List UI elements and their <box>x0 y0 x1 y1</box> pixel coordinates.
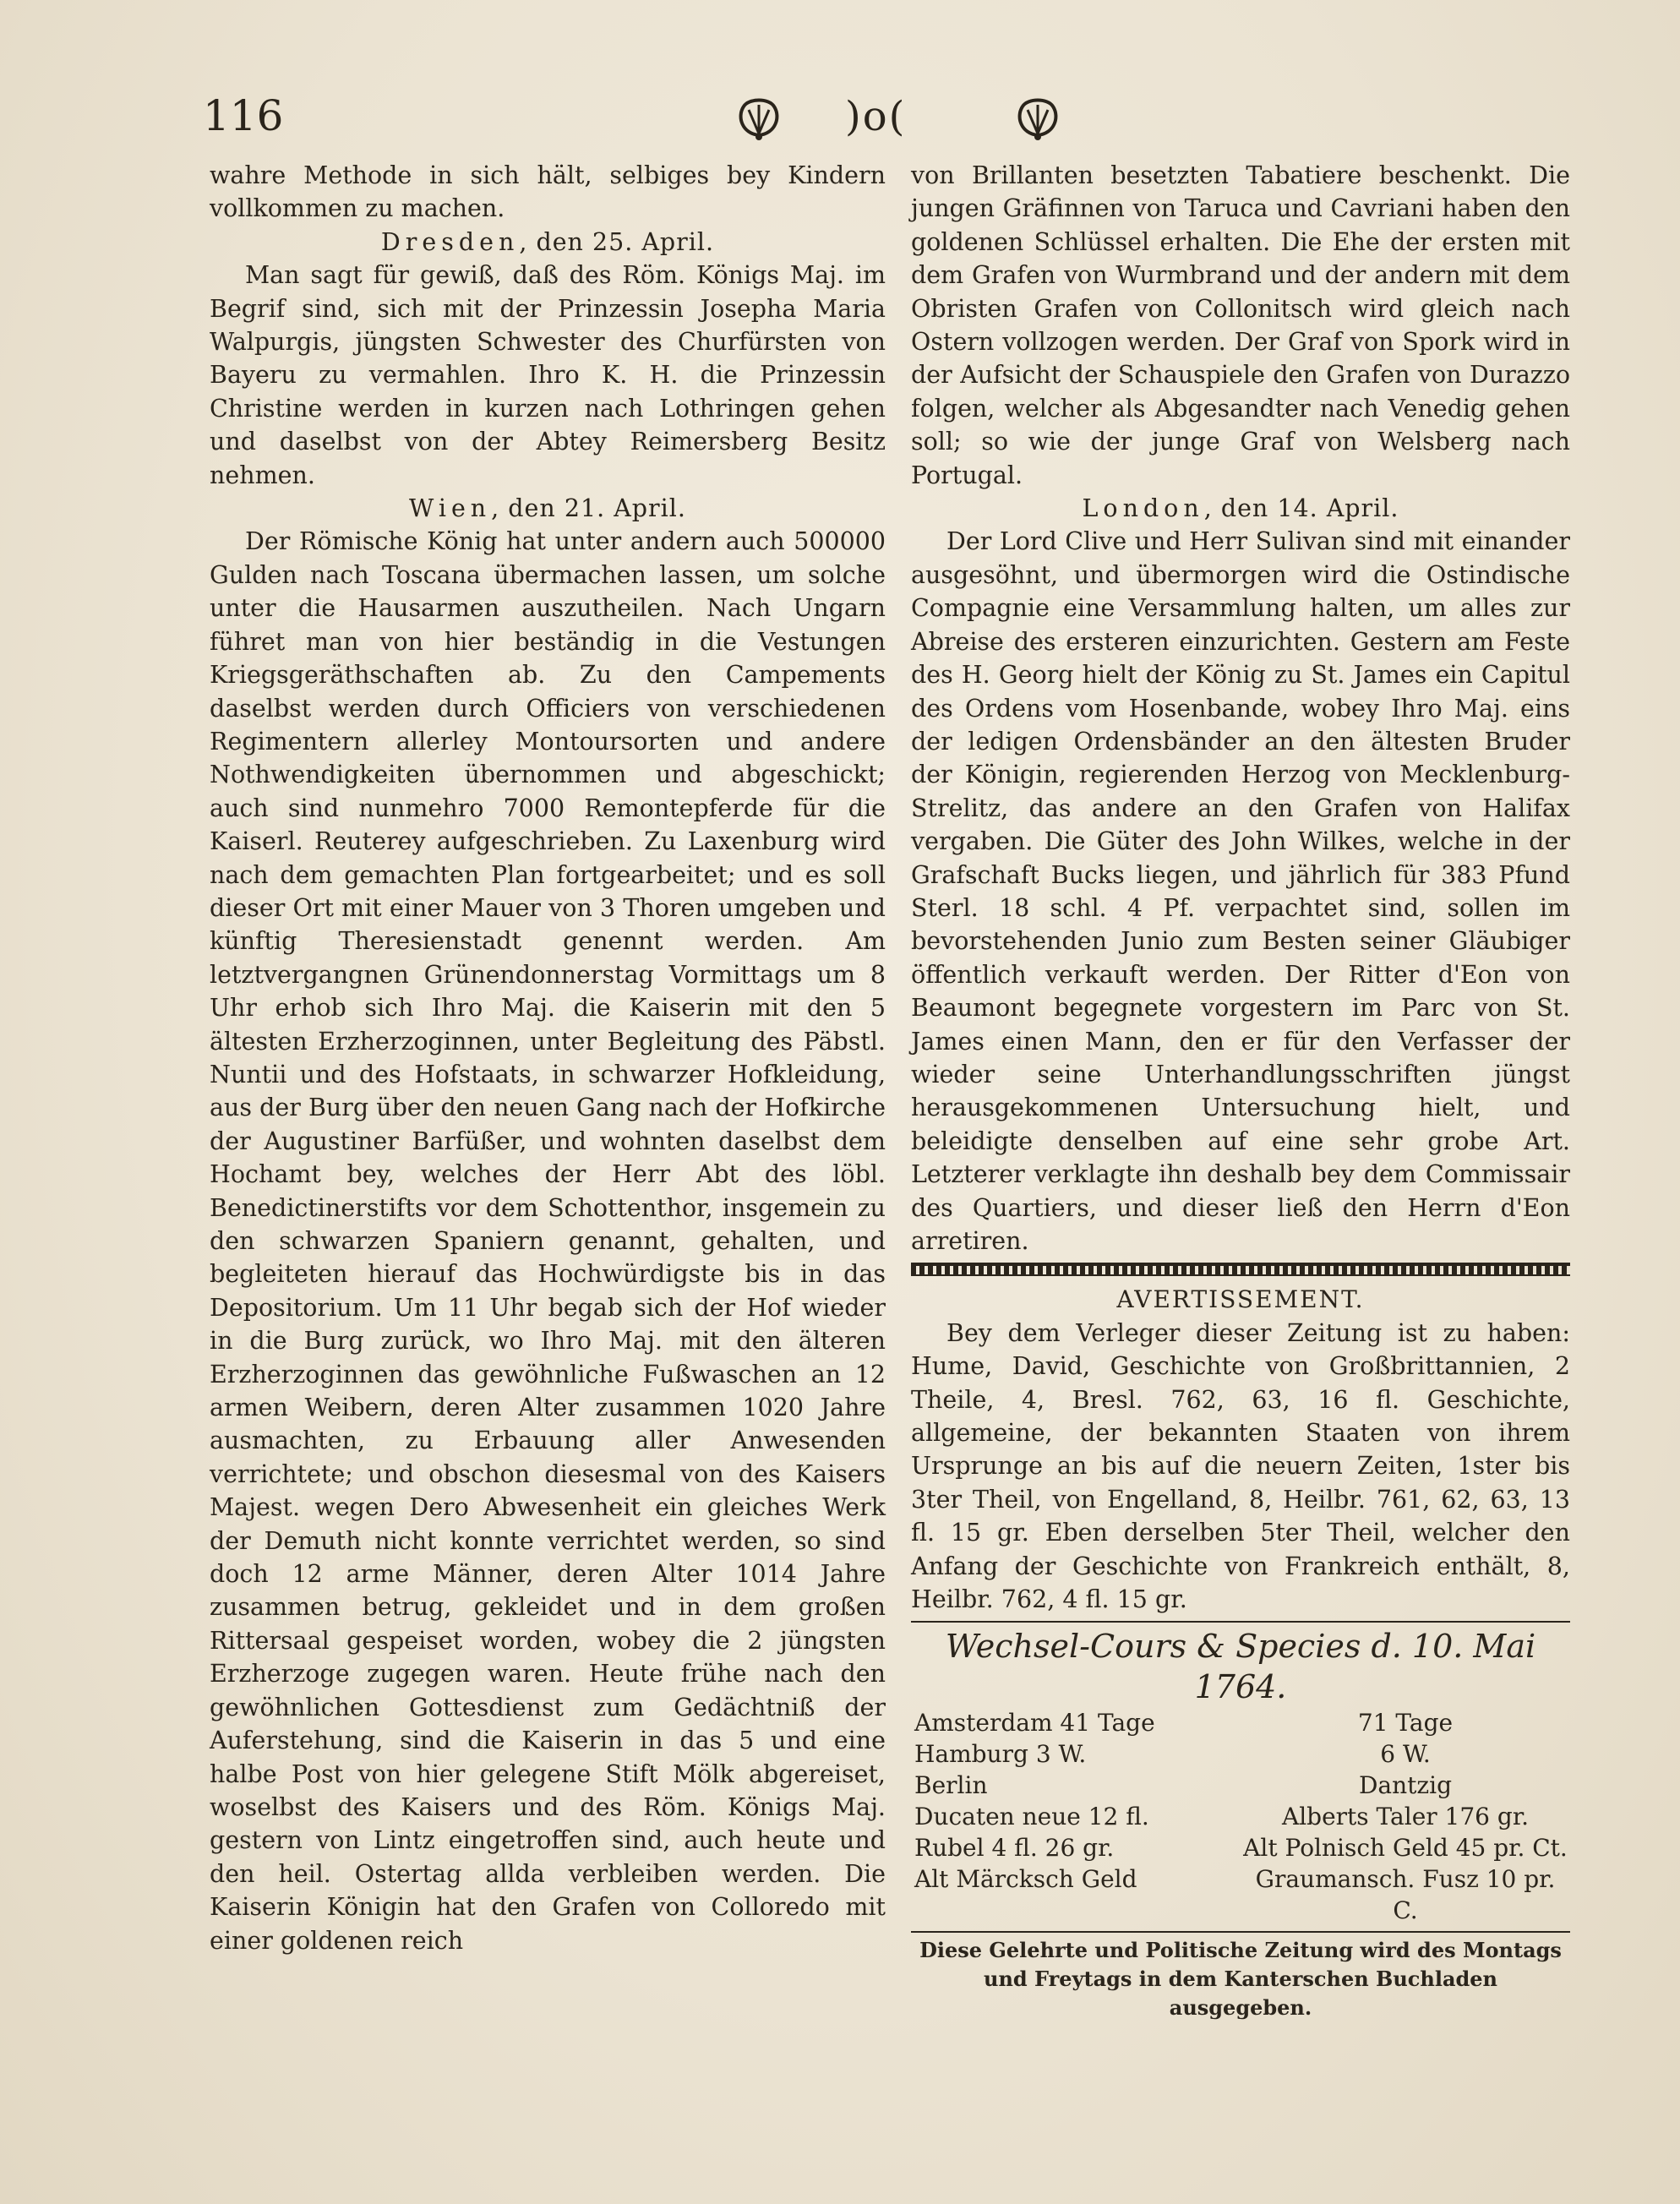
article-paragraph: Der Römische König hat unter andern auch 500000 Gulden nach Toscana übermachen lassen, um solche unter die Hausarmen auszutheilen. Nach Ungarn führet man von hier beständig in die Vestungen Kriegsgeräthschaften ab. Zu den Campements daselbst werden durch Officiers von verschiedenen Regimentern allerley Montoursorten und andere Nothwendigkeiten übernommen und abgeschickt; auch sind nunmehro 7000 Remontepferde für die Kaiserl. Reuterey aufgeschrieben. Zu Laxenburg wird nach dem gemachten Plan fortgearbeitet; und es soll dieser Ort mit einer Mauer von 3 Thoren umgeben und künftig Theresienstadt genennt werden. Am letztvergangnen Grünendonnerstag Vormittags um 8 Uhr erhob sich Ihro Maj. die Kaiserin mit den 5 ältesten Erzherzoginnen, unter Begleitung des Päbstl. Nuntii und des Hofstaats, in schwarzer Hofkleidung, aus der Burg über den neuen Gang nach der Hofkirche der Augustiner Barfüßer, und wohnten daselbst dem Hochamt bey, welches der Herr Abt des löbl. Benedictinerstifts vor dem Schottenthor, insgemein zu den schwarzen Spaniern genannt, gehalten, und begleiteten hierauf das Hochwürdigste bis in das Depositorium. Um 11 Uhr begab sich der Hof wieder in die Burg zurück, wo Ihro Maj. mit den älteren Erzherzoginnen das gewöhnliche Fußwaschen an 12 armen Weibern, deren Alter zusammen 1020 Jahre ausmachten, zu Erbauung aller Anwesenden verrichtete; und obschon diesesmal von des Kaisers Majest. wegen Dero Abwesenheit ein gleiches Werk der Demuth nicht konnte verrichtet werden, so sind doch 12 arme Männer, deren Alter 1014 Jahre zusammen betrug, gekleidet und in dem großen Rittersaal gespeiset worden, wobey die 2 jüngsten Erzherzoge zugegen waren. Heute frühe nach den gewöhnlichen Gottesdienst zum Gedächtniß der Auferstehung, sind die Kaiserin in das 5 und eine halbe Post von hier gelegene Stift Mölk abgereiset, woselbst des Kaisers und des Röm. Königs Maj. gestern von Lintz eingetroffen sind, auch heute und den heil. Ostertag allda verbleiben werden. Die Kaiserin Königin hat den Grafen von Colloredo mit einer goldenen reich <box>210 527 886 1955</box>
dateline-wien: Wien, den 21. April. <box>409 494 686 523</box>
exchange-rates-title: Wechsel-Cours & Species d. 10. Mai 1764. <box>945 1628 1536 1706</box>
table-row: Berlin Dantzig <box>914 1771 1453 1800</box>
dateline-dresden: Dresden, den 25. April. <box>380 227 715 256</box>
advertisement-text: Bey dem Verleger dieser Zeitung ist zu haben: Hume, David, Geschichte von Großbrittannien, 2 Theile, 4, Bresl. 762, 63, 16 fl. Geschichte, allgemeine, der bekannten Staaten von ihrem Ursprunge an bis auf die neuern Zeiten, 1ster bis 3ter Theil, von Engelland, 8, Heilbr. 761, 62, 63, 13 fl. 15 gr. Eben derselben 5ter Theil, welcher den Anfang der Geschichte von Frankreich enthält, 8, Heilbr. 762, 4 fl. 15 gr. <box>911 1318 1570 1614</box>
table-row: Ducaten neue 12 fl. Alberts Taler 176 gr. <box>914 1803 1530 1831</box>
article-paragraph: Man sagt für gewiß, daß des Röm. Königs Maj. im Begrif sind, sich mit der Prinzessin Josepha Maria Walpurgis, jüngsten Schwester des Churfürsten von Bayeru zu vermahlen. Ihro K. H. die Prinzessin Christine werden in kurzen nach Lothringen gehen und daselbst von der Abtey Reimersberg Besitz nehmen. <box>210 261 886 489</box>
shell-ornament-icon <box>734 91 784 142</box>
left-column <box>210 159 886 1957</box>
table-row: Amsterdam 41 Tage 71 Tage <box>914 1709 1454 1738</box>
section-divider <box>911 1931 1570 1933</box>
header-ornament-center: )o( <box>845 93 907 140</box>
shell-ornament-icon <box>1012 91 1063 142</box>
article-paragraph: von Brillanten besetzten Tabatiere beschenkt. Die jungen Gräfinnen von Taruca und Cavriani haben den goldenen Schlüssel erhalten. Die Ehe der ersten mit dem Grafen von Wurmbrand und der andern mit dem Obristen Grafen von Collonitsch wird gleich nach Ostern vollzogen werden. Der Graf von Spork wird in der Aufsicht der Schauspiele den Grafen von Durazzo folgen, welcher als Abgesandter nach Venedig gehen soll; so wie der junge Graf von Welsberg nach Portugal. <box>911 161 1570 489</box>
table-row: Alt Märcksch Geld Graumansch. Fusz 10 pr. C. <box>914 1865 1556 1925</box>
section-divider <box>911 1263 1570 1276</box>
advertisement-title: AVERTISSEMENT. <box>1116 1285 1365 1314</box>
section-divider <box>911 1621 1570 1623</box>
article-paragraph: Der Lord Clive und Herr Sulivan sind mit einander ausgesöhnt, und übermorgen wird die Ostindische Compagnie eine Versammlung halten, um alles zur Abreise des ersteren einzurichten. Gestern am Feste des H. Georg hielt der König zu St. James ein Capitul des Ordens vom Hosenbande, wobey Ihro Maj. eins der ledigen Ordensbänder an den ältesten Bruder der Königin, regierenden Herzog von Mecklenburg-Strelitz, das andere an den Grafen von Halifax vergaben. Die Güter des John Wilkes, welche in der Grafschaft Bucks liegen, und jährlich für 383 Pfund Sterl. 18 schl. 4 Pf. verpachtet sind, sollen im bevorstehenden Junio zum Besten seiner Gläubiger öffentlich verkauft werden. Der Ritter d'Eon von Beaumont begegnete vorgestern im Parc von St. James einen Mann, den er für den Verfasser der wieder seine Unterhandlungsschriften jüngst herausgekommenen Untersuchung hielt, und beleidigte denselben auf eine sehr grobe Art. Letzterer verklagte ihn deshalb bey dem Commissair des Quartiers, und dieser ließ den Herrn d'Eon arretiren. <box>911 527 1570 1255</box>
page-number: 116 <box>203 91 284 140</box>
article-paragraph: wahre Methode in sich hält, selbiges bey Kindern vollkommen zu machen. <box>210 161 886 223</box>
exchange-rates-table <box>911 1707 1570 1926</box>
table-row: Rubel 4 fl. 26 gr. Alt Polnisch Geld 45 pr. Ct. <box>914 1834 1568 1863</box>
right-column <box>911 159 1570 2022</box>
table-row: Hamburg 3 W. 6 W. <box>914 1740 1431 1769</box>
dateline-london: London, den 14. April. <box>1082 494 1399 523</box>
publication-note: Diese Gelehrte und Politische Zeitung wird des Montags und Freytags in dem Kanterschen Buchladen ausgegeben. <box>919 1938 1562 2021</box>
